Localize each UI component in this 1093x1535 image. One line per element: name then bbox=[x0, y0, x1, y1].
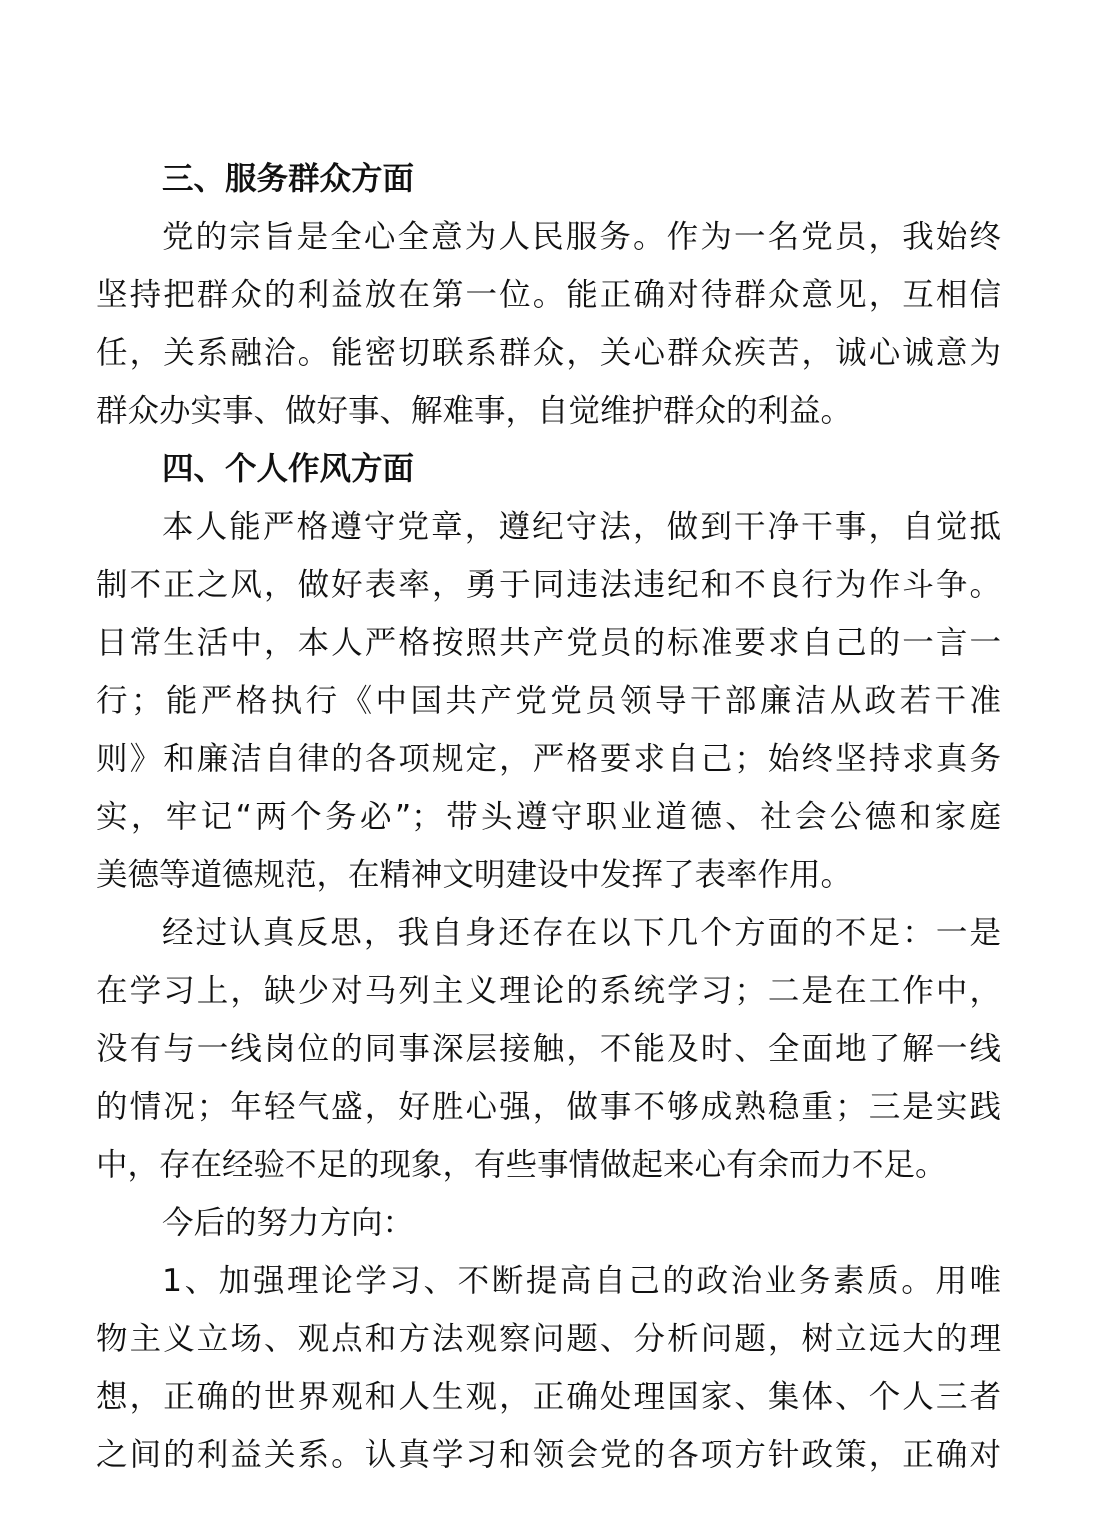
document-page bbox=[96, 150, 1001, 1484]
paragraph-line: 制不正之风，做好表率，勇于同违法违纪和不良行为作斗争。 bbox=[96, 567, 1001, 603]
paragraph bbox=[96, 904, 1001, 1194]
paragraph-line: 本人能严格遵守党章，遵纪守法，做到干净干事，自觉抵 bbox=[162, 509, 1001, 545]
paragraph-line: 的情况；年轻气盛，好胜心强，做事不够成熟稳重；三是实践 bbox=[96, 1089, 1001, 1125]
section-heading: 四、个人作风方面 bbox=[162, 451, 415, 487]
paragraph-line: 日常生活中，本人严格按照共产党员的标准要求自己的一言一 bbox=[96, 625, 1001, 661]
paragraph-line: 行；能严格执行《中国共产党党员领导干部廉洁从政若干准 bbox=[96, 683, 1001, 719]
paragraph bbox=[96, 1194, 1001, 1252]
paragraph-line: 没有与一线岗位的同事深层接触，不能及时、全面地了解一线 bbox=[96, 1031, 1001, 1067]
paragraph-line: 群众办实事、做好事、解难事，自觉维护群众的利益。 bbox=[96, 393, 853, 429]
paragraph bbox=[96, 1252, 1001, 1484]
paragraph-line: 在学习上，缺少对马列主义理论的系统学习；二是在工作中， bbox=[96, 973, 1001, 1009]
paragraph bbox=[96, 208, 1001, 440]
paragraph-line: 党的宗旨是全心全意为人民服务。作为一名党员，我始终 bbox=[162, 219, 1001, 255]
paragraph-line: 坚持把群众的利益放在第一位。能正确对待群众意见，互相信 bbox=[96, 277, 1001, 313]
paragraph-line: 物主义立场、观点和方法观察问题、分析问题，树立远大的理 bbox=[96, 1321, 1001, 1357]
paragraph-line: 美德等道德规范，在精神文明建设中发挥了表率作用。 bbox=[96, 857, 853, 893]
paragraph bbox=[96, 498, 1001, 904]
paragraph-line: 今后的努力方向： bbox=[162, 1205, 415, 1241]
paragraph-line: 之间的利益关系。认真学习和领会党的各项方针政策，正确对 bbox=[96, 1437, 1001, 1473]
paragraph-line: 1、加强理论学习、不断提高自己的政治业务素质。用唯 bbox=[162, 1263, 1001, 1299]
paragraph-line: 中，存在经验不足的现象，有些事情做起来心有余而力不足。 bbox=[96, 1147, 947, 1183]
paragraph-line: 实，牢记“两个务必”；带头遵守职业道德、社会公德和家庭 bbox=[96, 799, 1001, 835]
paragraph-line: 想，正确的世界观和人生观，正确处理国家、集体、个人三者 bbox=[96, 1379, 1001, 1415]
paragraph-line: 经过认真反思，我自身还存在以下几个方面的不足：一是 bbox=[162, 915, 1001, 951]
paragraph-line: 则》和廉洁自律的各项规定，严格要求自己；始终坚持求真务 bbox=[96, 741, 1001, 777]
section-heading: 三、服务群众方面 bbox=[162, 161, 415, 197]
paragraph-line: 任，关系融洽。能密切联系群众，关心群众疾苦，诚心诚意为 bbox=[96, 335, 1001, 371]
